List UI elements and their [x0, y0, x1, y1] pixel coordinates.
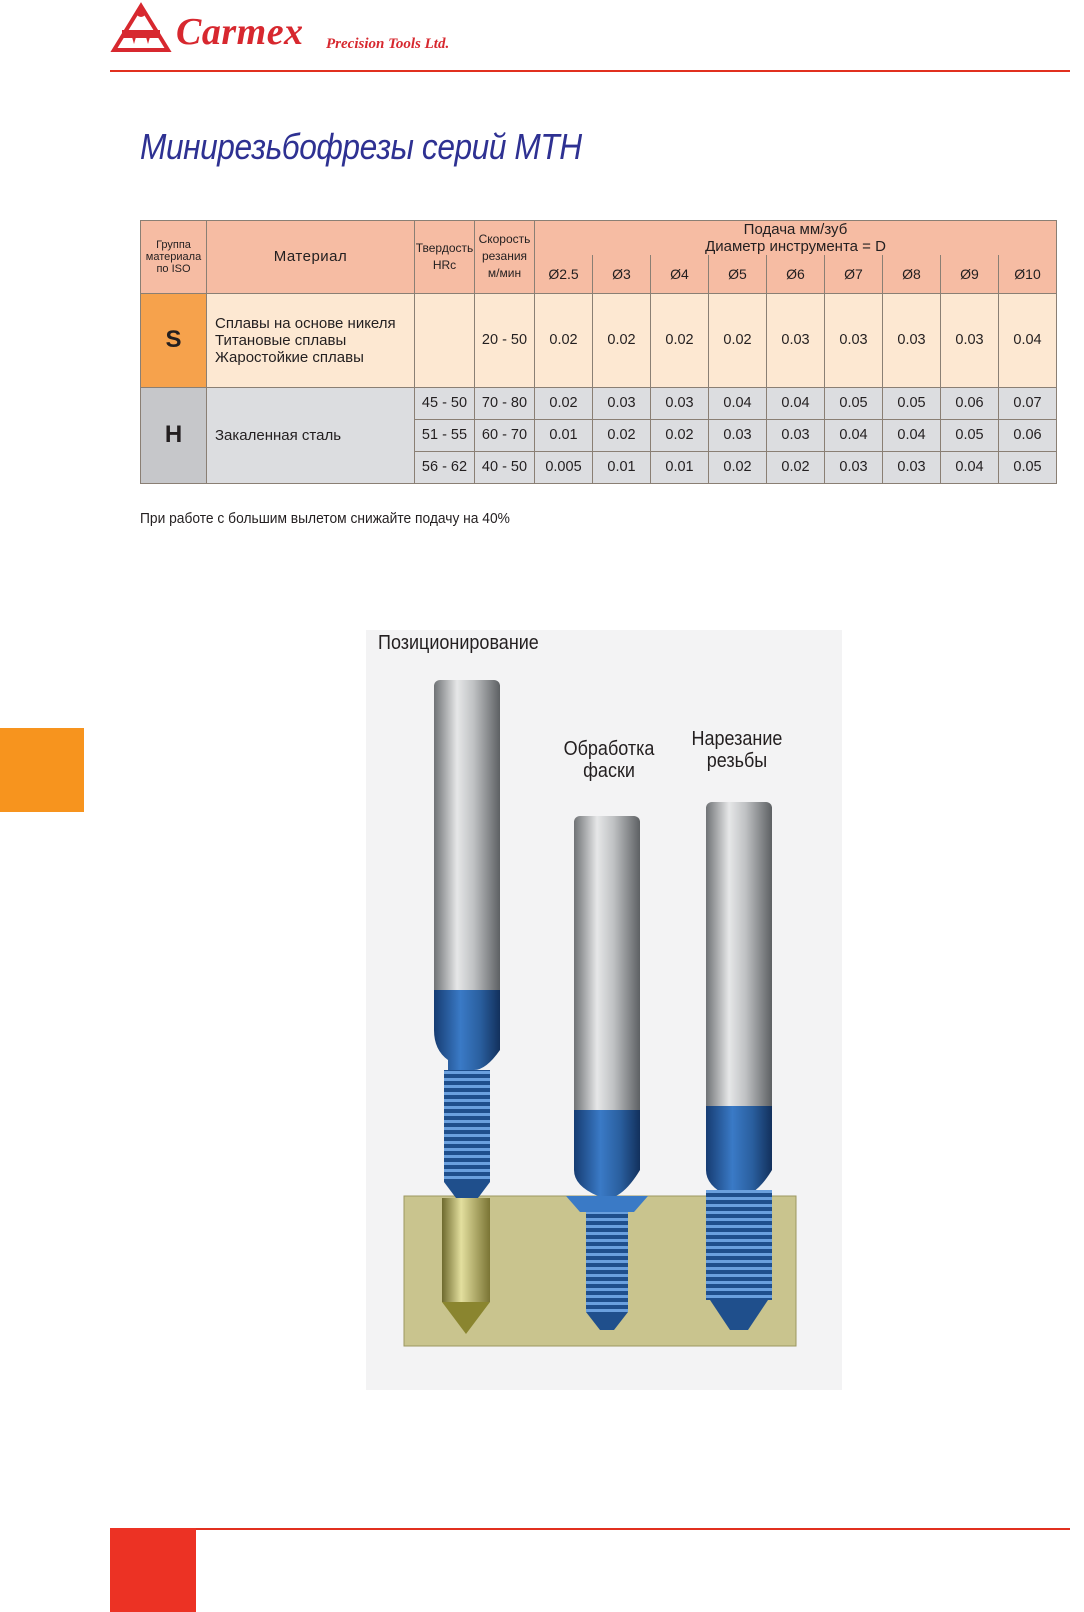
feed-cell: 0.03: [709, 419, 767, 451]
header-hardness: Твердость HRc: [415, 221, 475, 294]
feed-cell: 0.02: [651, 293, 709, 387]
header-material: Материал: [207, 221, 415, 294]
feed-cell: 0.03: [825, 293, 883, 387]
material-name: Титановые сплавы: [215, 331, 347, 349]
header-cutting-speed: Скорость резания м/мин: [475, 221, 535, 294]
table-row: [141, 293, 1057, 387]
iso-group-cell: H: [141, 387, 207, 483]
feed-cell: 0.04: [883, 419, 941, 451]
brand-name: Carmex: [176, 11, 304, 53]
brand-subtitle: Precision Tools Ltd.: [326, 36, 450, 52]
diameter-header: Ø9: [941, 255, 999, 293]
feed-cell: 0.02: [535, 293, 593, 387]
footer-divider: [110, 1528, 1070, 1530]
hardness-cell: [415, 293, 475, 387]
feed-cell: 0.02: [593, 293, 651, 387]
feed-cell: 0.04: [767, 387, 825, 419]
header-iso-group: Группа материала по ISO: [141, 221, 207, 294]
feed-cell: 0.02: [709, 293, 767, 387]
material-name: Закаленная сталь: [215, 426, 342, 444]
feed-cell: 0.02: [535, 387, 593, 419]
header-divider: [110, 70, 1070, 72]
feed-cell: 0.02: [593, 419, 651, 451]
caption-positioning: Позиционирование: [378, 632, 539, 654]
section-tab: [0, 728, 84, 812]
diameter-header: Ø6: [767, 255, 825, 293]
feed-cell: 0.02: [709, 451, 767, 483]
feed-cell: 0.005: [535, 451, 593, 483]
feed-cell: 0.02: [767, 451, 825, 483]
feed-cell: 0.05: [825, 387, 883, 419]
note: При работе с большим вылетом снижайте подачу на 40%: [140, 510, 510, 527]
feed-cell: 0.03: [767, 293, 825, 387]
hardness-cell: 56 - 62: [415, 451, 475, 483]
feed-cell: 0.01: [535, 419, 593, 451]
feed-cell: 0.03: [941, 293, 999, 387]
feed-cell: 0.04: [825, 419, 883, 451]
feed-cell: 0.04: [999, 293, 1057, 387]
diameter-header: Ø4: [651, 255, 709, 293]
feed-cell: 0.03: [767, 419, 825, 451]
material-cell: [207, 387, 415, 483]
speed-cell: 40 - 50: [475, 451, 535, 483]
diameter-header: Ø8: [883, 255, 941, 293]
feed-cell: 0.03: [651, 387, 709, 419]
carmex-logo: [110, 2, 510, 66]
feed-cell: 0.05: [883, 387, 941, 419]
material-name: Сплавы на основе никеля: [215, 314, 396, 332]
material-name: Жаростойкие сплавы: [215, 348, 364, 366]
feed-cell: 0.05: [999, 451, 1057, 483]
feed-cell: 0.04: [941, 451, 999, 483]
feed-cell: 0.02: [651, 419, 709, 451]
hardness-cell: 45 - 50: [415, 387, 475, 419]
feed-cell: 0.01: [593, 451, 651, 483]
speed-cell: 20 - 50: [475, 293, 535, 387]
material-cell: [207, 293, 415, 387]
feed-cell: 0.03: [883, 451, 941, 483]
diameter-header: Ø3: [593, 255, 651, 293]
feed-cell: 0.01: [651, 451, 709, 483]
feed-cell: 0.07: [999, 387, 1057, 419]
hardness-cell: 51 - 55: [415, 419, 475, 451]
caption-chamfer: Обработка фаски: [563, 738, 655, 782]
tools-drawing: [366, 630, 842, 1390]
diameter-header: Ø10: [999, 255, 1057, 293]
iso-group-cell: S: [141, 293, 207, 387]
diameter-header: Ø2.5: [535, 255, 593, 293]
diameter-header: Ø7: [825, 255, 883, 293]
table-row: [141, 387, 1057, 419]
feed-speed-table: [140, 220, 1057, 484]
thread-milling-illustration: [366, 630, 842, 1390]
feed-cell: 0.03: [593, 387, 651, 419]
caption-threading: Нарезание резьбы: [691, 728, 783, 772]
speed-cell: 70 - 80: [475, 387, 535, 419]
feed-cell: 0.06: [941, 387, 999, 419]
speed-cell: 60 - 70: [475, 419, 535, 451]
page-title: Минирезьбофрезы серий MTH: [140, 126, 582, 167]
feed-cell: 0.04: [709, 387, 767, 419]
feed-cell: 0.05: [941, 419, 999, 451]
feed-cell: 0.06: [999, 419, 1057, 451]
feed-cell: 0.03: [883, 293, 941, 387]
footer-block: [110, 1528, 196, 1612]
threading-tool: [706, 802, 772, 1330]
diameter-header: Ø5: [709, 255, 767, 293]
header-feed: Подача мм/зуб Диаметр инструмента = D: [535, 221, 1057, 256]
feed-cell: 0.03: [825, 451, 883, 483]
carmex-triangle-icon: [110, 2, 172, 54]
